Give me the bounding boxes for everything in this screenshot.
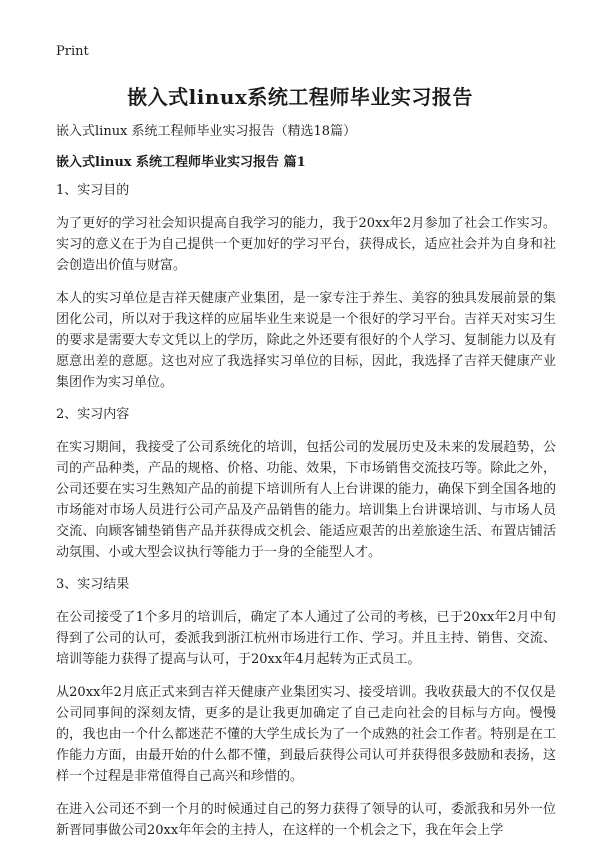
section-heading-result: 3、实习结果: [56, 577, 130, 592]
paragraph: 在进入公司还不到一个月的时候通过自己的努力获得了领导的认可，委派我和另外一位新晋同事做公司20xx年年会的主持人，在这样的一个机会之下，我在年会上学: [56, 802, 556, 838]
document-subtitle: 嵌入式linux 系统工程师毕业实习报告（精选18篇）: [56, 124, 357, 139]
paragraph: 从20xx年2月底正式来到吉祥天健康产业集团实习、接受培训。我收获最大的不仅仅是公司同事间的深刻友情，更多的是让我更加确定了自己走向社会的目标与方向。慢慢的，我也由一个什么都迷茫不懂的大学生成长为了一个成熟的社会工作者。特别是在工作能力方面，由最开始的什么都不懂，到最后获得公司认可并获得很多鼓励和表扬，这样一个过程是非常值得自己高兴和珍惜的。: [56, 685, 556, 784]
section-heading-content: 2、实习内容: [56, 407, 130, 422]
paragraph: 本人的实习单位是吉祥天健康产业集团，是一家专注于养生、美容的独具发展前景的集团化公司，所以对于我这样的应届毕业生来说是一个很好的学习平台。吉祥天对实习生的要求是需要大专文凭以上的学历，除此之外还要有很好的个人学习、复制能力以及有愿意出差的意愿。这也对应了我选择实习单位的目标，因此，我选择了吉祥天健康产业集团作为实习单位。: [56, 291, 556, 390]
article-heading: 嵌入式linux 系统工程师毕业实习报告 篇1: [56, 155, 306, 170]
article-body: [56, 181, 556, 853]
print-link[interactable]: Print: [56, 44, 89, 59]
page-title: 嵌入式linux系统工程师毕业实习报告: [127, 85, 473, 109]
paragraph: 在公司接受了1个多月的培训后，确定了本人通过了公司的考核，已于20xx年2月中旬得到了公司的认可，委派我到浙江杭州市场进行工作、学习。并且主持、销售、交流、培训等能力获得了提高与认可，于20xx年4月起转为正式员工。: [56, 610, 556, 667]
section-heading-purpose: 1、实习目的: [56, 183, 130, 198]
paragraph: 为了更好的学习社会知识提高自我学习的能力，我于20xx年2月参加了社会工作实习。实习的意义在于为自己提供一个更加好的学习平台，获得成长，适应社会并为自身和社会创造出价值与财富。: [56, 216, 556, 273]
paragraph: 在实习期间，我接受了公司系统化的培训，包括公司的发展历史及未来的发展趋势，公司的产品种类，产品的规格、价格、功能、效果，下市场销售交流技巧等。除此之外，公司还要在实习生熟知产品的前提下培训所有人上台讲课的能力，确保下到全国各地的市场能对市场人员进行公司产品及产品销售的能力。培训集上台讲课培训、与市场人员交流、向顾客铺垫销售产品并获得成交机会、能适应艰苦的出差旅途生活、布置店铺活动氛围、小或大型会议执行等能力于一身的全能型人才。: [56, 440, 556, 560]
